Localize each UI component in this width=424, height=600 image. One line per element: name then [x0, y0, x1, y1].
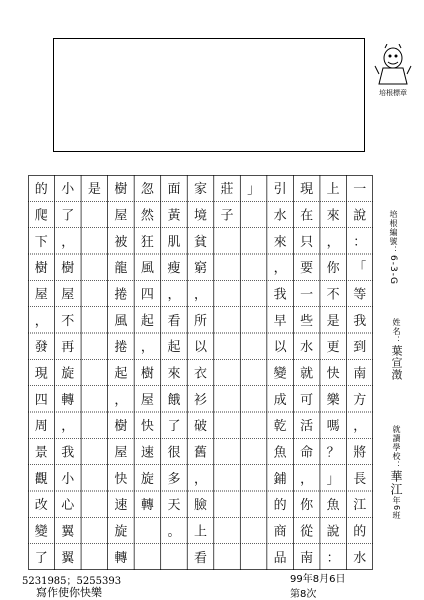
essay-column: 是	[87, 182, 101, 198]
essay-column: 引水來，我早以變成乾魚鋪的商品	[273, 182, 287, 566]
school-label: 就讀學校：華江年6班	[389, 425, 403, 521]
essay-column: 樹屋被龍捲風捲起，樹屋快速旋轉	[114, 182, 128, 566]
cram-number-label: 培根編號：6-3-G	[388, 210, 398, 285]
essay-column: 莊子	[220, 182, 234, 224]
essay-column: 面黃肌瘦，看起來餓了很多天。	[167, 182, 181, 540]
mascot-stamp-icon	[373, 44, 413, 88]
stamp-label: 培根標章	[379, 89, 407, 97]
slogan: 寫作使你快樂	[36, 586, 102, 599]
student-name-label: 姓名：葉宣澂	[390, 318, 403, 381]
phone-numbers: 5231985；5255393	[22, 576, 122, 587]
essay-column: 忽然狂風四起，樹屋快速旋轉	[140, 182, 154, 514]
date-stamp: 99年8月6日 第8次	[290, 574, 346, 600]
essay-column: 小了，樹屋不再旋轉，我小心翼翼	[61, 182, 75, 566]
essay-column: 家境貧窮，所以衣衫破舊，臉上看	[193, 182, 208, 566]
writing-grid	[28, 175, 373, 570]
essay-column: 現在只要一些水就可活命，你從南	[300, 182, 314, 566]
essay-column: 一說：「等我到南方，將長江的水	[353, 182, 367, 566]
essay-column: 」	[247, 182, 261, 198]
teacher-comment-box	[53, 38, 365, 152]
essay-column: 上來，你不是更快樂嗎？」魚說：	[326, 182, 340, 566]
essay-column: 的爬下樹屋，發現四周景觀改變了	[34, 182, 48, 566]
